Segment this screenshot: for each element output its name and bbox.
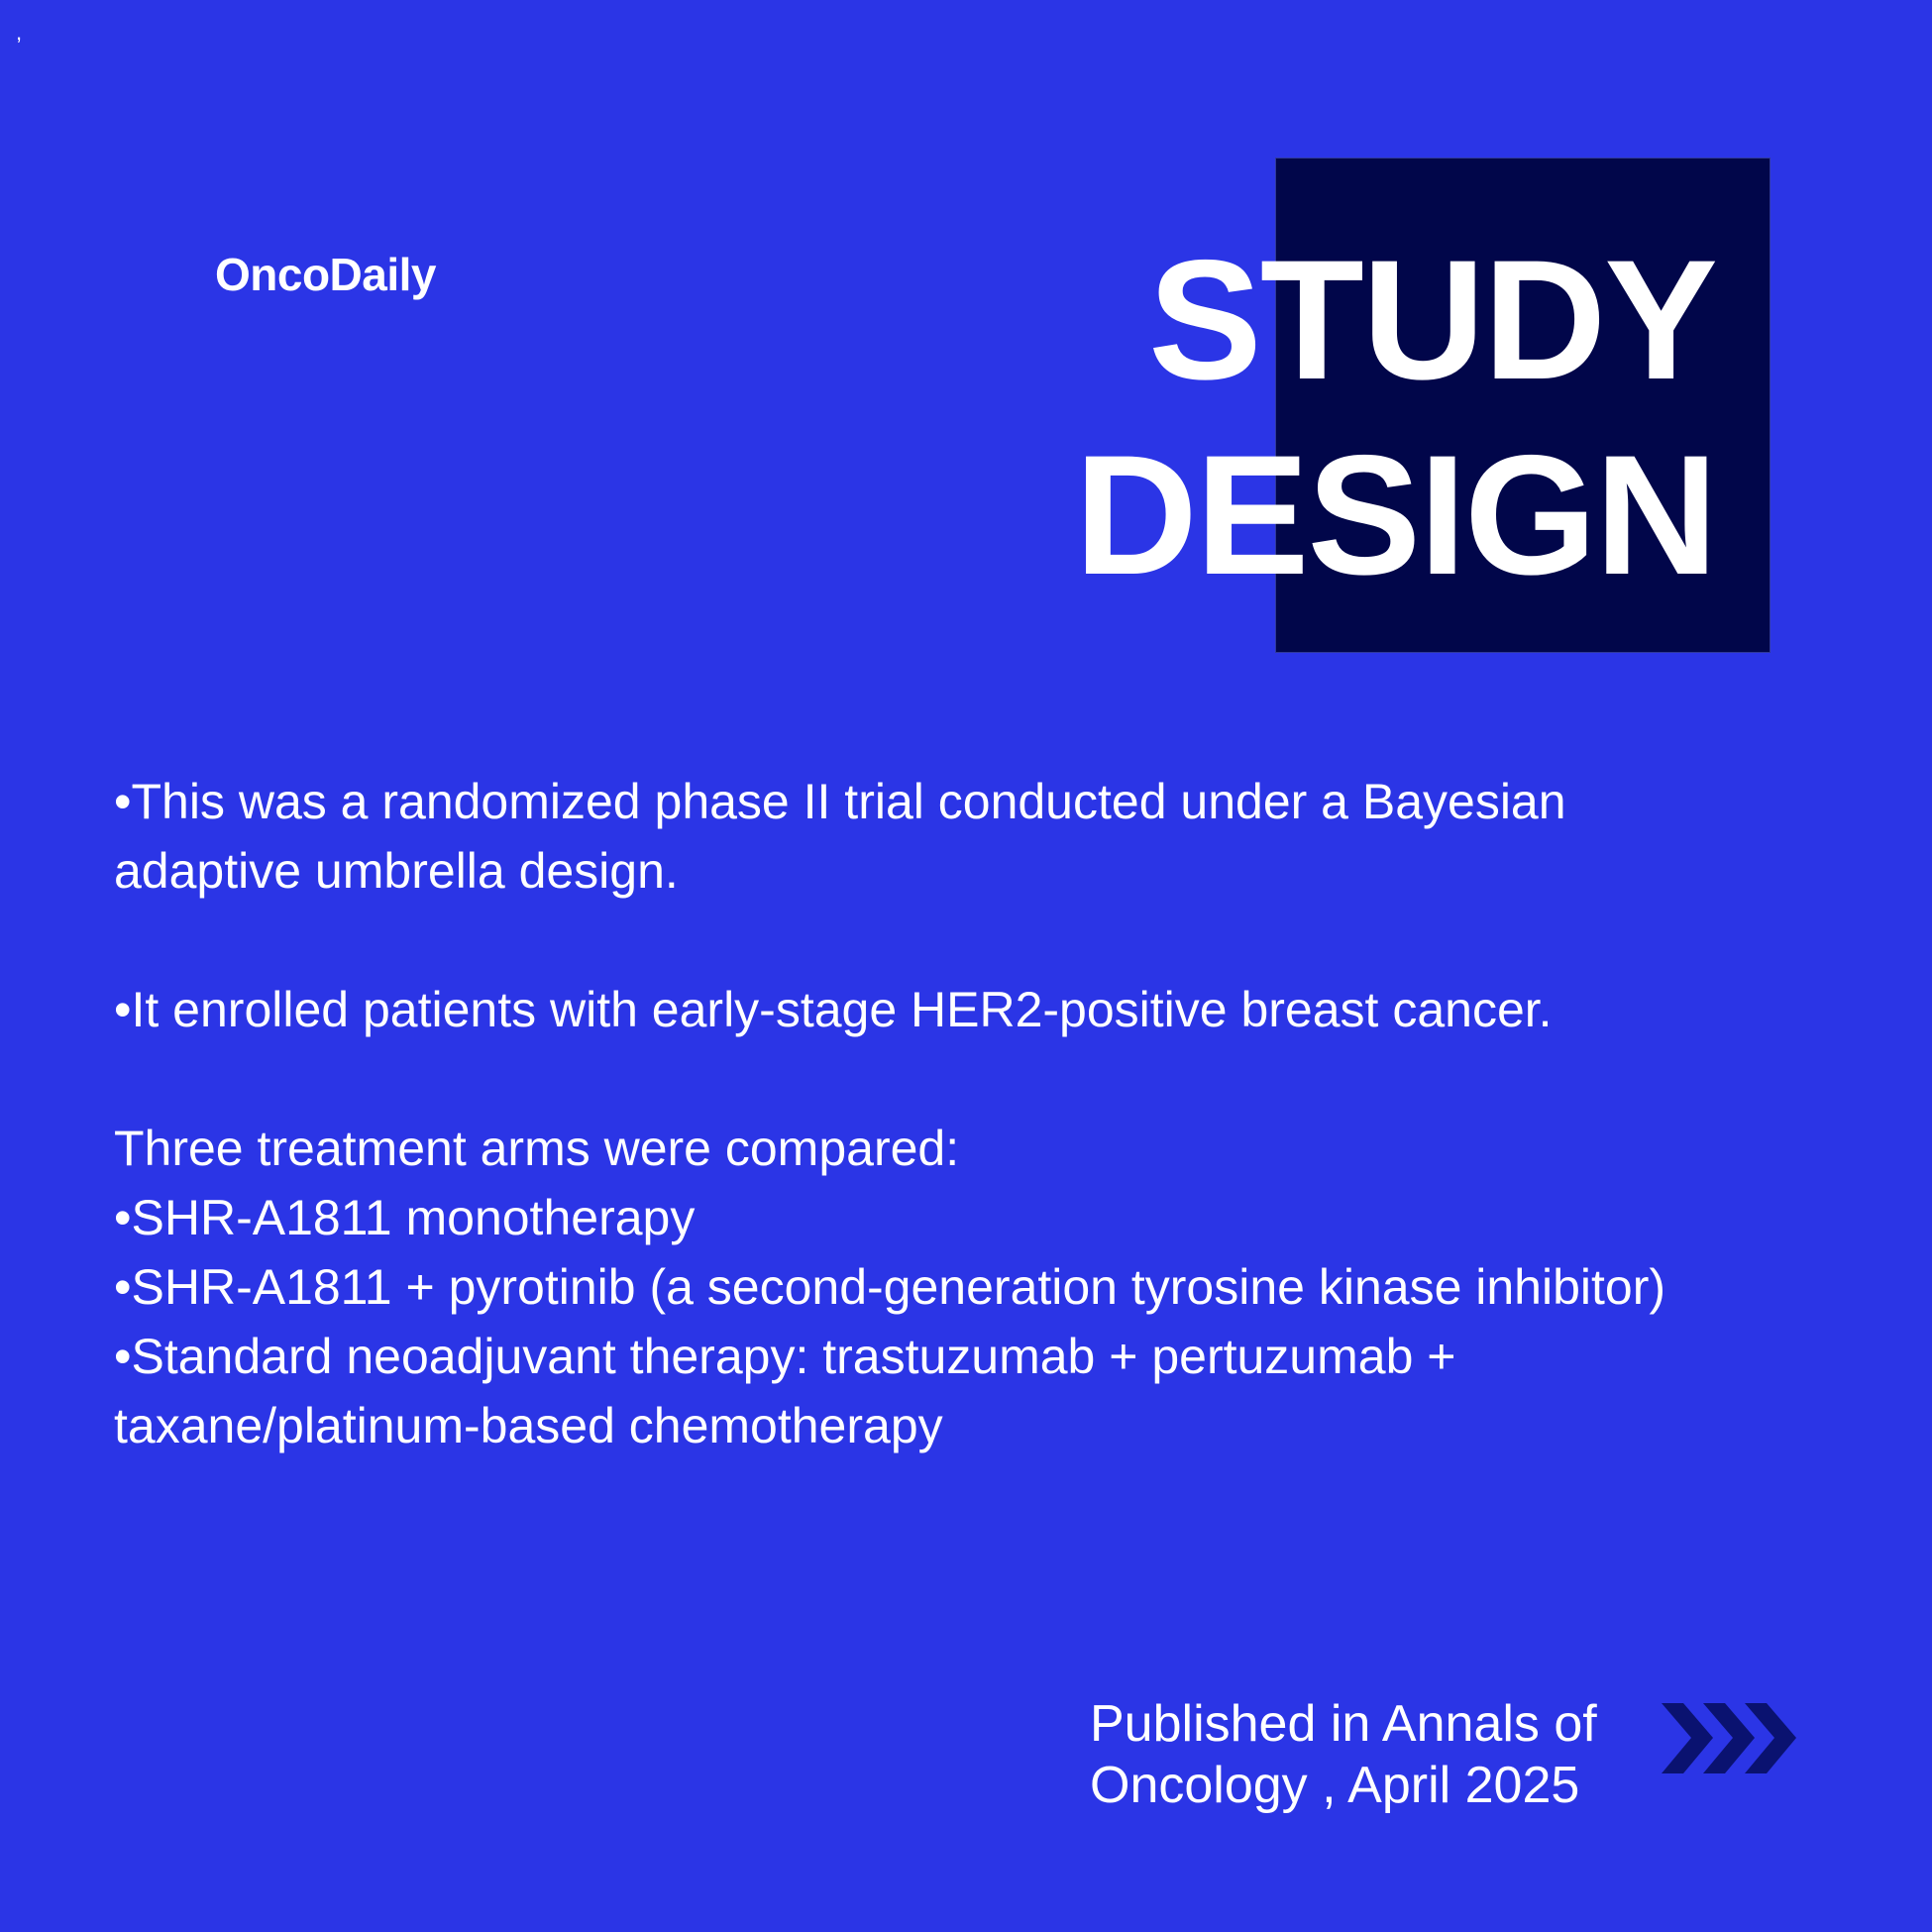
bullet-trial-design-line-2: adaptive umbrella design. bbox=[114, 843, 679, 899]
publication-note bbox=[1090, 1693, 1597, 1816]
arms-intro: Three treatment arms were compared: bbox=[114, 1121, 960, 1176]
slide-title bbox=[1075, 223, 1716, 613]
title-line-2: DESIGN bbox=[1074, 420, 1716, 610]
bullet-trial-design-line-1: •This was a randomized phase II trial conducted under a Bayesian bbox=[114, 774, 1566, 829]
corner-mark: , bbox=[16, 20, 23, 45]
spacer bbox=[114, 1044, 1897, 1114]
spacer bbox=[114, 906, 1897, 975]
arm-monotherapy: •SHR-A1811 monotherapy bbox=[114, 1190, 696, 1245]
title-line-1: STUDY bbox=[1148, 225, 1716, 415]
bullet-enrollment: •It enrolled patients with early-stage HER2-positive breast cancer. bbox=[114, 982, 1553, 1037]
arm-standard-line-2: taxane/platinum-based chemotherapy bbox=[114, 1398, 943, 1453]
triple-chevron-right-icon[interactable] bbox=[1660, 1701, 1803, 1775]
arm-combination: •SHR-A1811 + pyrotinib (a second-generation tyrosine kinase inhibitor) bbox=[114, 1259, 1666, 1315]
arm-standard-line-1: •Standard neoadjuvant therapy: trastuzumab + pertuzumab + bbox=[114, 1329, 1456, 1384]
body-text bbox=[114, 767, 1897, 1460]
publication-line-1: Published in Annals of bbox=[1090, 1695, 1597, 1753]
publication-line-2: Oncology , April 2025 bbox=[1090, 1757, 1580, 1814]
brand-name: OncoDaily bbox=[215, 249, 437, 300]
